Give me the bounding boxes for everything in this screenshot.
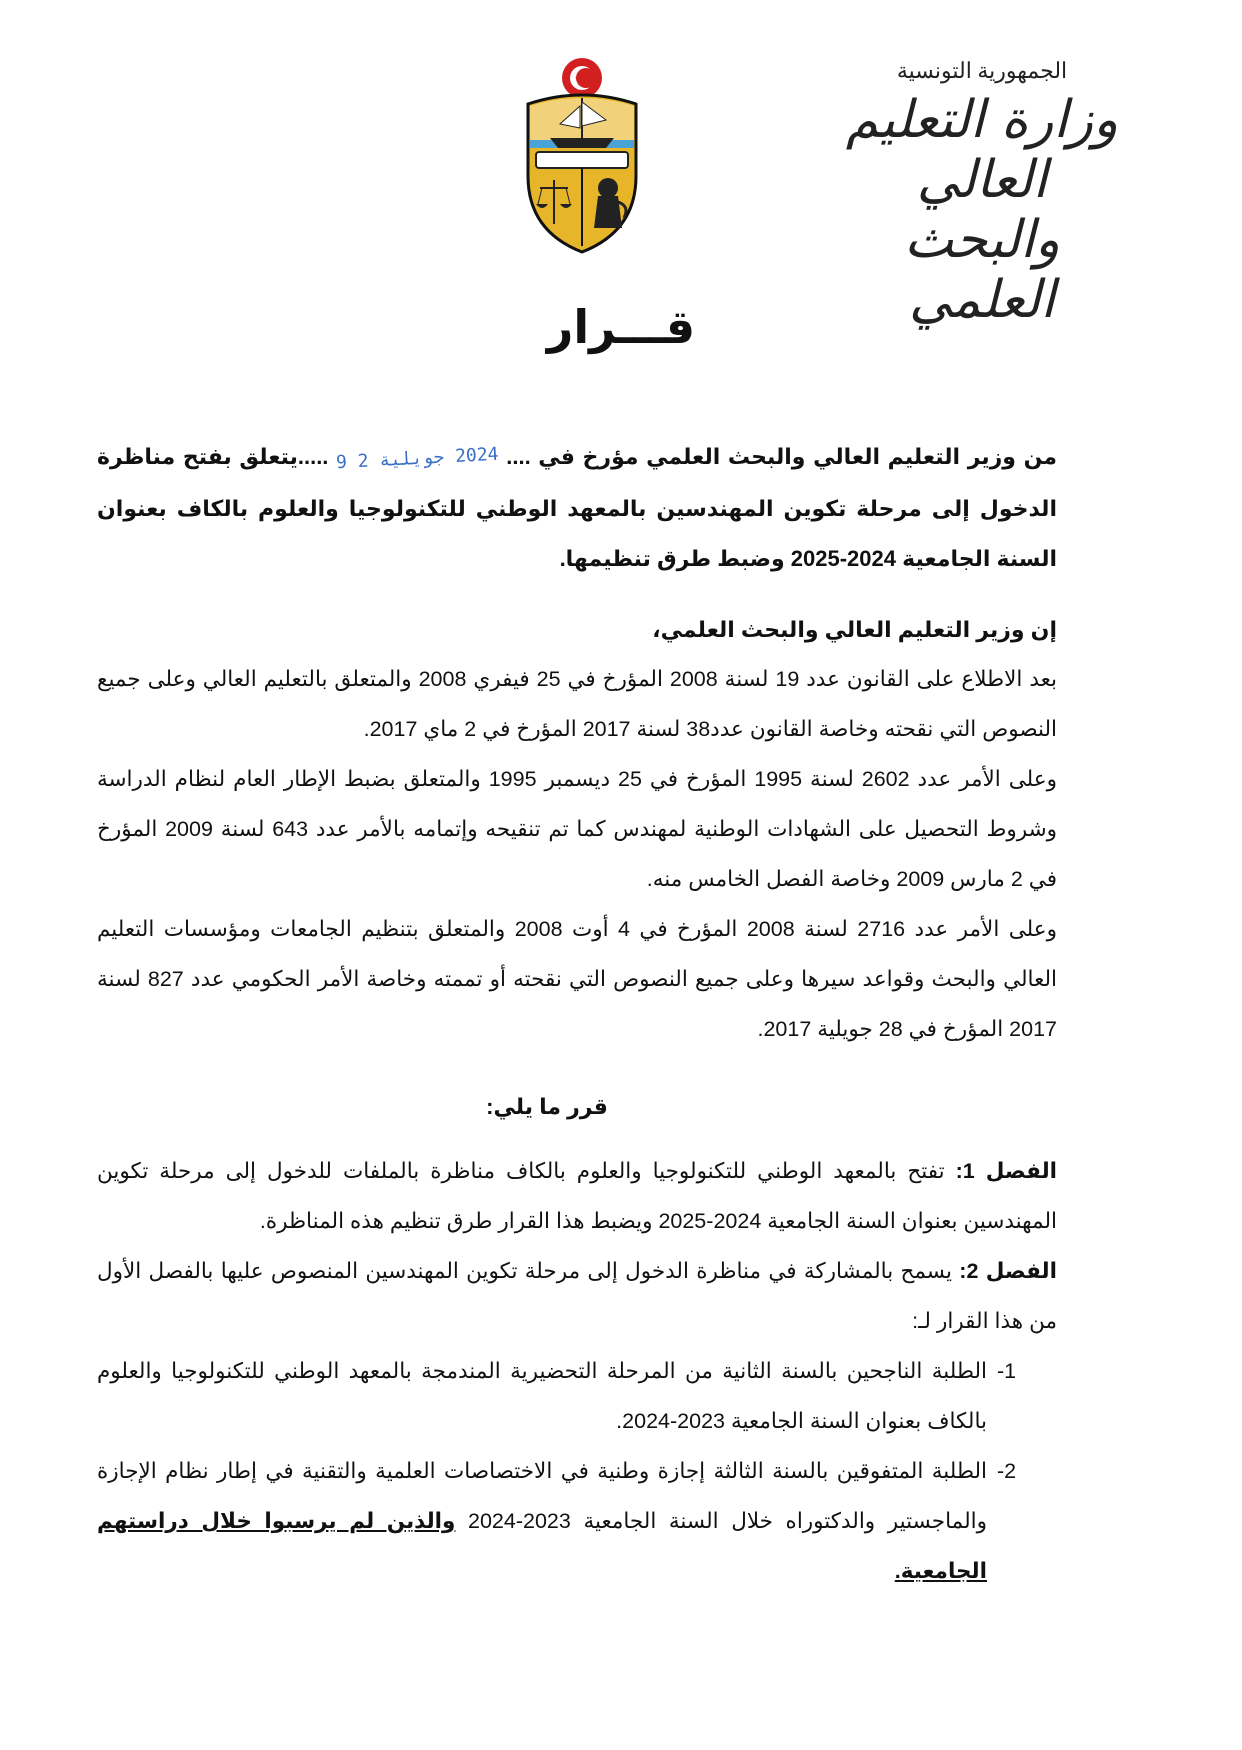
article-2-label: الفصل 2: xyxy=(959,1259,1057,1283)
tunisia-coat-of-arms-icon xyxy=(520,56,644,256)
intro-part1: من وزير التعليم العالي والبحث العلمي مؤرخ في .... xyxy=(506,444,1057,469)
list-item-number: 1- xyxy=(997,1359,1017,1383)
article-1 xyxy=(97,1146,1057,1246)
article-2-text: يسمح بالمشاركة في مناظرة الدخول إلى مرحلة تكوين المهندسين المنصوص عليها بالفصل الأول من هذا القرار لـ: xyxy=(97,1259,1057,1333)
preamble-paragraph-1: بعد الاطلاع على القانون عدد 19 لسنة 2008 المؤرخ في 25 فيفري 2008 والمتعلق بالتعليم العالي وعلى جميع النصوص التي نقحته وخاصة القانون عدد38 لسنة 2017 المؤرخ في 2 ماي 2017. xyxy=(97,667,1057,741)
preamble-paragraph-2: وعلى الأمر عدد 2602 لسنة 1995 المؤرخ في 25 ديسمبر 1995 والمتعلق بضبط الإطار العام لنظام الدراسة وشروط التحصيل على الشهادات الوطنية لمهندس كما تم تنقيحه وإتمامه بالأمر عدد 643 لسنة 2009 المؤرخ في 2 مارس 2009 وخاصة الفصل الخامس منه. xyxy=(97,767,1058,891)
decree-intro xyxy=(97,432,1057,584)
decree-body xyxy=(97,432,1057,1596)
article-1-label: الفصل 1: xyxy=(955,1159,1058,1183)
article-2 xyxy=(97,1246,1057,1346)
ministry-letterhead xyxy=(832,58,1132,330)
eligibility-list xyxy=(97,1346,1057,1596)
date-stamp: 2024 جويلية 2 9 xyxy=(335,443,500,474)
list-item-text: الطلبة الناجحين بالسنة الثانية من المرحلة التحضيرية المندمجة بالمعهد الوطني للتكنولوجيا والعلوم بالكاف بعنوان السنة الجامعية 2023-2024. xyxy=(97,1359,987,1433)
list-item-number: 2- xyxy=(997,1459,1017,1483)
ministry-name-line1: وزارة التعليم العالي xyxy=(845,90,1119,210)
decides-heading: قرر ما يلي: xyxy=(486,1094,608,1119)
ministry-name-line2: والبحث العلمي xyxy=(904,210,1060,330)
preamble-paragraph-3: وعلى الأمر عدد 2716 لسنة 2008 المؤرخ في 4 أوت 2008 والمتعلق بتنظيم الجامعات ومؤسسات التعليم العالي والبحث وقواعد سيرها وعلى جميع النصوص التي نقحته أو تممته وخاصة الأمر الحكومي عدد 827 لسنة 2017 المؤرخ في 28 جويلية 2017. xyxy=(97,917,1057,1041)
intro-part2: .....يتعلق بفتح مناظرة الدخول إلى مرحلة تكوين المهندسين بالمعهد الوطني للتكنولوجيا والعلوم بالكاف بعنوان السنة الجامعية 2024-2025 وضبط طرق تنظيمها. xyxy=(97,444,1057,571)
list-item-text: الطلبة المتفوقين بالسنة الثالثة إجازة وطنية في الاختصاصات العلمية والتقنية في إطار نظام الإجازة والماجستير والدكتوراه خلال السنة الجامعية 2023-2024 xyxy=(97,1459,987,1533)
list-item xyxy=(97,1446,1057,1596)
minister-line: إن وزير التعليم العالي والبحث العلمي، xyxy=(652,617,1057,642)
list-item-emphasis: والذين لم يرسبوا خلال دراستهم الجامعية. xyxy=(97,1509,987,1583)
decree-title: قـــرار xyxy=(546,300,696,354)
list-item xyxy=(97,1346,1057,1446)
country-name: الجمهورية التونسية xyxy=(896,58,1068,83)
article-1-text: تفتح بالمعهد الوطني للتكنولوجيا والعلوم بالكاف مناظرة بالملفات للدخول إلى مرحلة تكوين المهندسين بعنوان السنة الجامعية 2024-2025 ويضبط هذا القرار طرق تنظيم هذه المناظرة. xyxy=(97,1159,1057,1233)
